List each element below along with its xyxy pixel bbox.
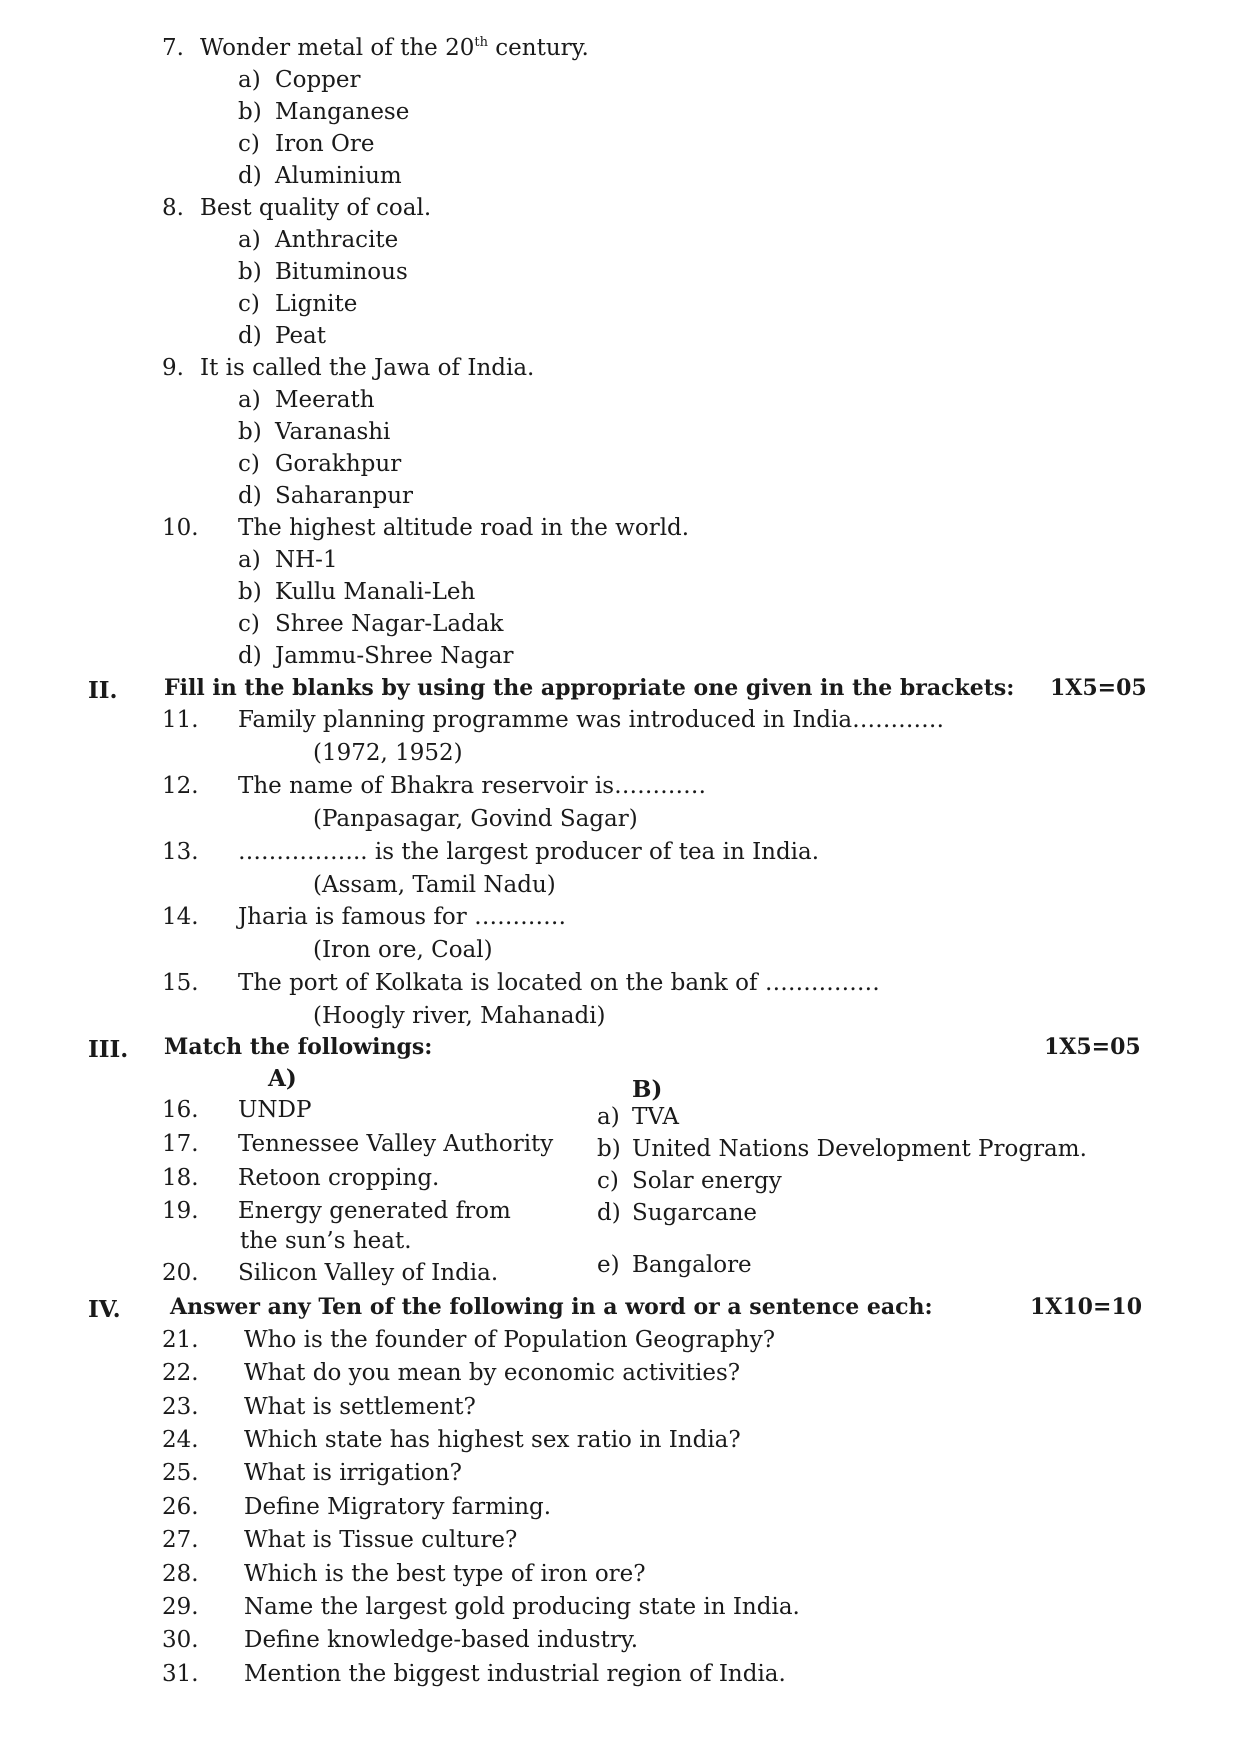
option-letter: b) (238, 419, 262, 445)
option-text: NH-1 (275, 547, 338, 573)
option-text: Manganese (275, 99, 410, 125)
option-text: Bituminous (275, 259, 408, 285)
question-number: 25. (162, 1460, 199, 1486)
option-text: Copper (275, 67, 361, 93)
section-heading: Fill in the blanks by using the appropriate one given in the brackets: (164, 675, 1015, 701)
section-marks: 1X5=05 (1050, 675, 1147, 701)
option-text: Kullu Manali-Leh (275, 579, 476, 605)
option-text: Iron Ore (275, 131, 375, 157)
question-number: 29. (162, 1594, 199, 1620)
answer-choices: (Hoogly river, Mahanadi) (313, 1003, 606, 1029)
question-text: Wonder metal of the 20th century. (200, 35, 589, 61)
question-number: 23. (162, 1394, 199, 1420)
column-a-heading: A) (268, 1065, 297, 1092)
question-number: 21. (162, 1327, 199, 1353)
question-text: Jharia is famous for ………… (238, 904, 567, 930)
question-text: Which state has highest sex ratio in India? (244, 1427, 741, 1453)
question-number: 13. (162, 839, 199, 865)
question-number: 30. (162, 1627, 199, 1653)
option-letter: b) (238, 259, 262, 285)
section-marks: 1X5=05 (1044, 1034, 1141, 1060)
question-number: 10. (162, 515, 199, 541)
section-heading: Answer any Ten of the following in a word or a sentence each: (170, 1294, 933, 1320)
question-number: 28. (162, 1561, 199, 1587)
question-number: 31. (162, 1661, 199, 1687)
option-letter: a) (238, 387, 261, 413)
option-text: Anthracite (275, 227, 399, 253)
question-number: 27. (162, 1527, 199, 1553)
question-text: Define knowledge-based industry. (244, 1627, 639, 1653)
option-text: Lignite (275, 291, 358, 317)
option-letter: a) (238, 227, 261, 253)
option-text: Meerath (275, 387, 375, 413)
question-number: 11. (162, 707, 199, 733)
option-letter: b) (238, 99, 262, 125)
option-text: Varanashi (275, 419, 391, 445)
answer-choices: (Panpasagar, Govind Sagar) (313, 806, 638, 832)
match-left-text: UNDP (238, 1097, 312, 1123)
option-letter: d) (238, 483, 262, 509)
question-text: Mention the biggest industrial region of India. (244, 1661, 786, 1687)
column-b-heading: B) (632, 1076, 663, 1103)
section-heading: Match the followings: (164, 1034, 433, 1060)
option-letter: c) (238, 451, 260, 477)
question-text: Name the largest gold producing state in India. (244, 1594, 800, 1620)
answer-choices: (Assam, Tamil Nadu) (313, 872, 556, 898)
match-right-text: United Nations Development Program. (632, 1136, 1087, 1162)
question-text: The highest altitude road in the world. (238, 515, 690, 541)
section-numeral: IV. (88, 1296, 121, 1323)
section-numeral: II. (88, 677, 118, 704)
match-right-text: TVA (632, 1104, 679, 1130)
option-letter: c) (238, 131, 260, 157)
option-text: Aluminium (275, 163, 402, 189)
match-right-letter: b) (597, 1136, 621, 1162)
option-letter: a) (238, 67, 261, 93)
question-number: 14. (162, 904, 199, 930)
match-left-text-cont: the sun’s heat. (240, 1228, 412, 1254)
question-number: 26. (162, 1494, 199, 1520)
question-number: 9. (162, 355, 184, 381)
question-text: Family planning programme was introduced in India………… (238, 707, 945, 733)
question-text: It is called the Jawa of India. (200, 355, 535, 381)
match-right-letter: d) (597, 1200, 621, 1226)
match-left-number: 17. (162, 1131, 199, 1157)
match-left-number: 18. (162, 1165, 199, 1191)
option-letter: b) (238, 579, 262, 605)
question-number: 8. (162, 195, 184, 221)
option-letter: a) (238, 547, 261, 573)
match-left-text: Retoon cropping. (238, 1165, 440, 1191)
question-number: 15. (162, 970, 199, 996)
match-right-text: Bangalore (632, 1252, 752, 1278)
option-letter: d) (238, 323, 262, 349)
question-text: The name of Bhakra reservoir is………… (238, 773, 707, 799)
match-left-text: Silicon Valley of India. (238, 1260, 499, 1286)
question-text: Which is the best type of iron ore? (244, 1561, 646, 1587)
answer-choices: (1972, 1952) (313, 740, 463, 766)
question-text: What is irrigation? (244, 1460, 462, 1486)
question-text: …………….. is the largest producer of tea in India. (238, 839, 820, 865)
section-numeral: III. (88, 1036, 129, 1063)
section-marks: 1X10=10 (1030, 1294, 1143, 1320)
match-right-text: Solar energy (632, 1168, 782, 1194)
option-text: Gorakhpur (275, 451, 402, 477)
option-text: Peat (275, 323, 327, 349)
question-number: 12. (162, 773, 199, 799)
option-letter: c) (238, 291, 260, 317)
question-number: 22. (162, 1360, 199, 1386)
match-left-text: Tennessee Valley Authority (238, 1131, 554, 1157)
option-letter: d) (238, 643, 262, 669)
question-text: Define Migratory farming. (244, 1494, 552, 1520)
match-right-letter: e) (597, 1252, 620, 1278)
question-number: 24. (162, 1427, 199, 1453)
question-text: What is settlement? (244, 1394, 476, 1420)
match-left-number: 16. (162, 1097, 199, 1123)
option-text: Jammu-Shree Nagar (275, 643, 514, 669)
question-number: 7. (162, 35, 184, 61)
match-right-letter: a) (597, 1104, 620, 1130)
match-left-number: 19. (162, 1198, 199, 1224)
match-left-text: Energy generated from (238, 1198, 511, 1224)
match-left-number: 20. (162, 1260, 199, 1286)
question-text: Who is the founder of Population Geography? (244, 1327, 776, 1353)
option-text: Shree Nagar-Ladak (275, 611, 504, 637)
option-letter: d) (238, 163, 262, 189)
question-text: What do you mean by economic activities? (244, 1360, 741, 1386)
question-text: The port of Kolkata is located on the bank of …………… (238, 970, 880, 996)
question-text: What is Tissue culture? (244, 1527, 518, 1553)
option-text: Saharanpur (275, 483, 414, 509)
match-right-letter: c) (597, 1168, 619, 1194)
question-text: Best quality of coal. (200, 195, 432, 221)
option-letter: c) (238, 611, 260, 637)
answer-choices: (Iron ore, Coal) (313, 937, 493, 963)
match-right-text: Sugarcane (632, 1200, 758, 1226)
